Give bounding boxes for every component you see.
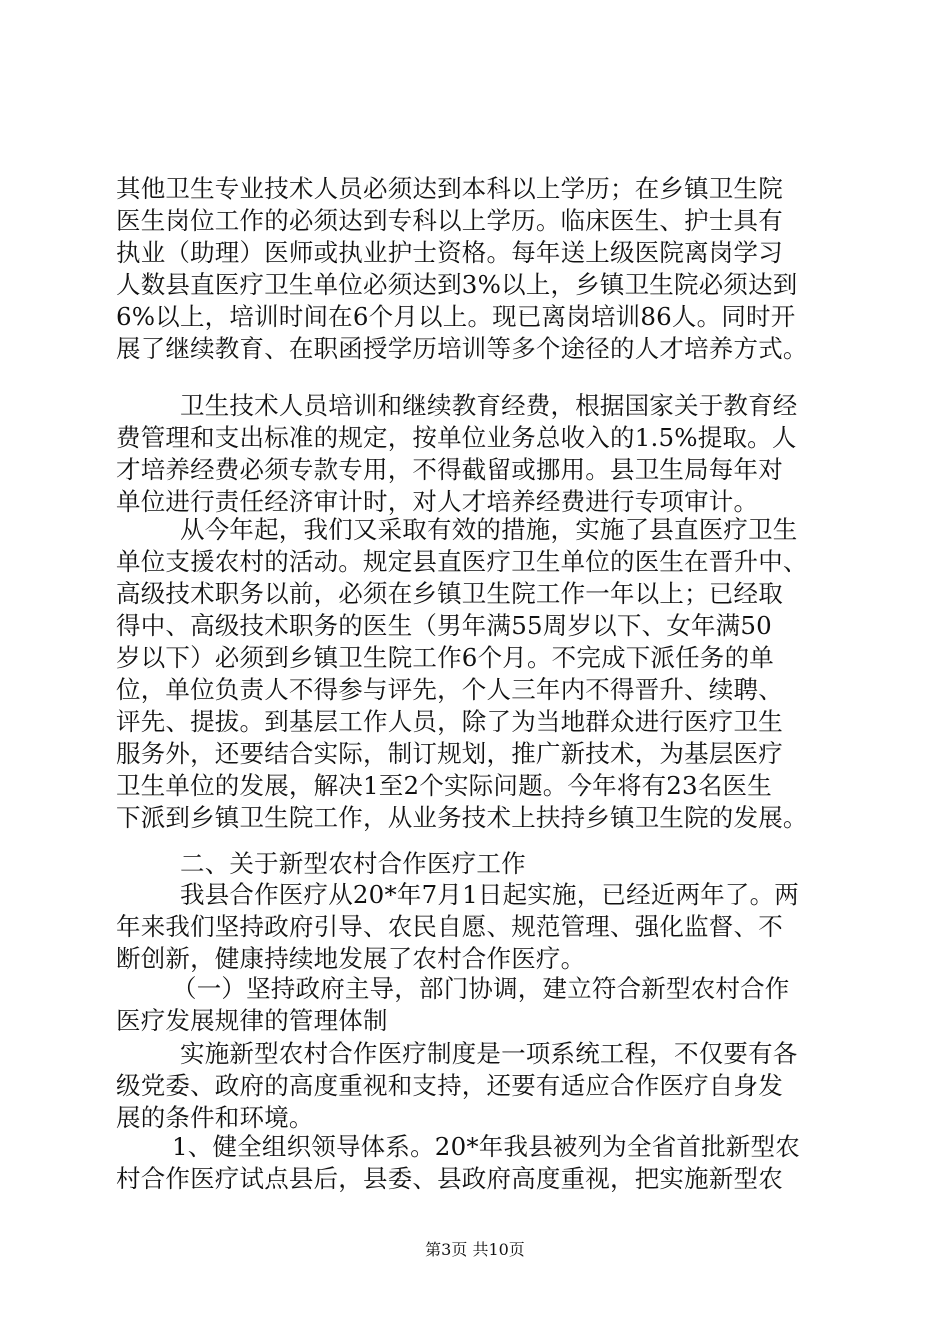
paragraph-first-line: 卫生技术人员培训和继续教育经费，根据国家关于教育经 — [180, 391, 798, 420]
body-line: 卫生单位的发展，解决1至2个实际问题。今年将有23名医生 — [116, 771, 772, 800]
body-line: 其他卫生专业技术人员必须达到本科以上学历；在乡镇卫生院 — [116, 174, 783, 203]
paragraph-first-line: 从今年起，我们又采取有效的措施，实施了县直医疗卫生 — [180, 515, 798, 544]
body-line: 位，单位负责人不得参与评先，个人三年内不得晋升、续聘、 — [116, 675, 783, 704]
paragraph-first-line: 1、健全组织领导体系。20*年我县被列为全省首批新型农 — [172, 1132, 800, 1161]
body-line: 才培养经费必须专款专用，不得截留或挪用。县卫生局每年对 — [116, 455, 783, 484]
body-line: 下派到乡镇卫生院工作，从业务技术上扶持乡镇卫生院的发展。 — [116, 803, 808, 832]
body-line: 费管理和支出标准的规定，按单位业务总收入的1.5%提取。人 — [116, 423, 797, 452]
body-line: 执业（助理）医师或执业护士资格。每年送上级医院离岗学习 — [116, 238, 783, 267]
body-line: 评先、提拔。到基层工作人员，除了为当地群众进行医疗卫生 — [116, 707, 783, 736]
body-line: 医生岗位工作的必须达到专科以上学历。临床医生、护士具有 — [116, 206, 783, 235]
body-line: 年来我们坚持政府引导、农民自愿、规范管理、强化监督、不 — [116, 912, 783, 941]
body-line: 展的条件和环境。 — [116, 1103, 314, 1132]
body-line: 村合作医疗试点县后，县委、县政府高度重视，把实施新型农 — [116, 1164, 783, 1193]
body-line: 断创新，健康持续地发展了农村合作医疗。 — [116, 944, 586, 973]
body-line: 单位进行责任经济审计时，对人才培养经费进行专项审计。 — [116, 487, 759, 516]
section-heading: 二、关于新型农村合作医疗工作 — [180, 849, 526, 878]
body-line: 高级技术职务以前，必须在乡镇卫生院工作一年以上；已经取 — [116, 579, 783, 608]
paragraph-first-line: 实施新型农村合作医疗制度是一项系统工程，不仅要有各 — [180, 1039, 798, 1068]
body-line: 岁以下）必须到乡镇卫生院工作6个月。不完成下派任务的单 — [116, 643, 774, 672]
body-line: 6%以上，培训时间在6个月以上。现已离岗培训86人。同时开 — [116, 302, 796, 331]
paragraph-first-line: 我县合作医疗从20*年7月1日起实施，已经近两年了。两 — [180, 880, 799, 909]
subsection-heading: （一）坚持政府主导，部门协调，建立符合新型农村合作 — [172, 974, 790, 1003]
body-line: 单位支援农村的活动。规定县直医疗卫生单位的医生在晋升中、 — [116, 547, 808, 576]
body-line: 展了继续教育、在职函授学历培训等多个途径的人才培养方式。 — [116, 334, 808, 363]
body-line: 人数县直医疗卫生单位必须达到3%以上，乡镇卫生院必须达到 — [116, 270, 798, 299]
body-line: 服务外，还要结合实际，制订规划，推广新技术，为基层医疗 — [116, 739, 783, 768]
body-line: 得中、高级技术职务的医生（男年满55周岁以下、女年满50 — [116, 611, 772, 640]
subsection-heading-continued: 医疗发展规律的管理体制 — [116, 1006, 388, 1035]
body-line: 级党委、政府的高度重视和支持，还要有适应合作医疗自身发 — [116, 1071, 783, 1100]
page-number-footer: 第3页 共10页 — [425, 1240, 525, 1259]
